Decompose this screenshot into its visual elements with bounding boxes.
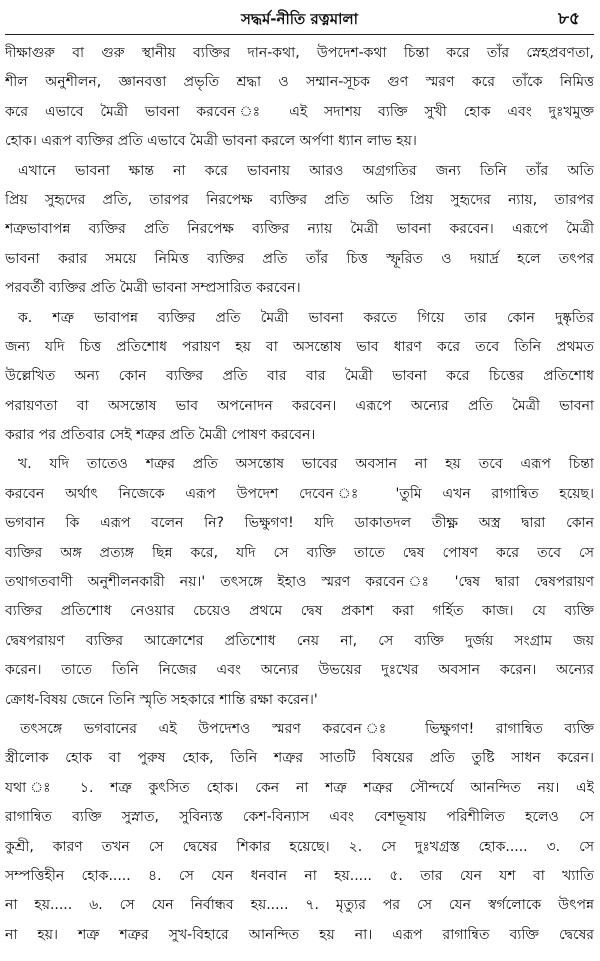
- page-number: ৮৫: [557, 9, 580, 29]
- text-line: দীক্ষাগুরু বা গুরু স্থানীয় ব্যক্তির দান-কথা, উপদেশ-কথা চিন্তা করে তাঁর স্নেহপ্রবণতা,: [5, 45, 594, 61]
- text-line: জন্য যদি চিত্ত প্রতিশোধ পরায়ণ হয় বা অসন্তোষ ভাব ধারণ করে তবে তিনি প্রথমত: [5, 338, 594, 355]
- paragraph: [5, 450, 594, 715]
- text-line: পরবর্তী ব্যক্তির প্রতি মৈত্রী ভাবনা সম্প্রসারিত করবেন।: [5, 280, 301, 297]
- text-line: দ্বেষপরায়ণ ব্যক্তির আক্রোশের প্রতিশোধ নেয় না, সে ব্যক্তি দুর্জয় সংগ্রাম জয়: [5, 632, 594, 649]
- text-line: ক. শত্রু ভাবাপন্ন ব্যক্তির প্রতি মৈত্রী ভাবনা করতে গিয়ে তার কোন দুষ্কৃতির: [18, 309, 594, 326]
- text-line: স্ত্রীলোক হোক বা পুরুষ হোক, তিনি শত্রুর সাতটি বিষয়ের প্রতি তুষ্টি সাধন করেন।: [5, 750, 594, 767]
- text-line: না হয়..... ৬. সে যেন নির্বান্ধব হয়..... ৭. মৃত্যুর পর সে যেন স্বর্গলোকে উৎপন্ন: [5, 897, 594, 914]
- text-line: করবেন অর্থাৎ নিজেকে এরূপ উপদেশ দেবেন ঃ 'তুমি এখন রাগান্বিত হয়েছ।: [5, 485, 594, 502]
- text-line: পরায়ণতা বা অসন্তোষ ভাব অপনোদন করবেন। এরূপে অন্যের প্রতি মৈত্রী ভাবনা: [5, 397, 594, 414]
- paragraph: [5, 715, 594, 950]
- text-line: ভাবনা করার সময়ে নিমিত্ত ব্যক্তির প্রতি তাঁর চিত্ত স্ফূরিত ও দয়ার্দ্র হলে তৎপর: [5, 250, 594, 267]
- paragraph: [5, 304, 594, 451]
- running-header: [5, 4, 594, 35]
- body-text: [5, 39, 594, 950]
- text-line: প্রিয় সুহৃদের প্রতি, তারপর নিরপেক্ষ ব্যক্তির প্রতি অতি প্রিয় সুহৃদের ন্যায়, তারপর: [5, 191, 594, 208]
- text-line: ক্রোধ-বিষয় জেনে তিনি স্মৃতি সহকারে শান্তি রক্ষা করেন।': [5, 691, 318, 708]
- text-line: করেন। তাতে তিনি নিজের এবং অন্যের উভয়ের দুঃখের অবসান করেন। অন্যের: [5, 662, 594, 679]
- text-line: তথাগতবাণী অনুশীলনকারী নয়।' তৎসঙ্গে ইহাও স্মরণ করবেন ঃ 'দ্বেষ দ্বারা দ্বেষপরায়ণ: [5, 574, 594, 591]
- text-line: করার পর প্রতিবার সেই শত্রুর প্রতি মৈত্রী পোষণ করবেন।: [5, 427, 316, 444]
- running-title: সদ্ধর্ম-নীতি রত্নমালা: [241, 10, 358, 28]
- text-line: ভগবান কি এরূপ বলেন নি? ভিক্ষুগণ! যদি ডাকাতদল তীক্ষ্ণ অস্ত্র দ্বারা কোন: [5, 515, 594, 532]
- text-line: তৎসঙ্গে ভগবানের এই উপদেশও স্মরণ করবেন ঃ ভিক্ষুগণ! রাগান্বিত ব্যক্তি: [20, 720, 594, 737]
- text-line: রাগান্বিত ব্যক্তি সুস্নাত, সুবিন্যস্ত কেশ-বিন্যাস এবং বেশভূষায় পরিশীলিত হলেও সে: [5, 809, 594, 826]
- text-line: কুশ্রী, কারণ তখন সে দ্বেষের শিকার হয়েছে। ২. সে দুঃখগ্রস্ত হোক..... ৩. সে: [5, 838, 594, 855]
- text-line: এখানে ভাবনা ক্ষান্ত না করে ভাবনায় আরও অগ্রগতির জন্য তিনি তাঁর অতি: [18, 162, 594, 179]
- text-line: করে এভাবে মৈত্রী ভাবনা করবেন ঃ এই সদাশয় ব্যক্তি সুখী হোক এবং দুঃখমুক্ত: [5, 103, 594, 120]
- text-line: খ. যদি তাতেও শত্রুর প্রতি অসন্তোষ ভাবের অবসান না হয় তবে এরূপ চিন্তা: [18, 456, 594, 473]
- text-line: না হয়। শত্রু শত্রুর সুখ-বিহারে আনন্দিত হয় না। এরূপ রাগান্বিত ব্যক্তি দ্বেষের: [5, 926, 594, 943]
- text-line: ব্যক্তির অঙ্গ প্রত্যঙ্গ ছিন্ন করে, যদি সে ব্যক্তি তাতে দ্বেষ পোষণ করে তবে সে: [5, 544, 594, 561]
- text-line: সম্পত্তিহীন হোক..... ৪. সে যেন ধনবান না হয়..... ৫. তার যেন যশ বা খ্যাতি: [5, 867, 594, 884]
- text-line: উল্লেখিত অন্য কোন ব্যক্তির প্রতি বার বার মৈত্রী ভাবনা করে চিত্তের প্রতিশোধ: [5, 368, 594, 385]
- text-line: হোক। এরূপ ব্যক্তির প্রতি এভাবে মৈত্রী ভাবনা করলে অর্পণা ধ্যান লাভ হয়।: [5, 133, 417, 150]
- paragraph: [5, 39, 594, 157]
- text-line: শীল অনুশীলন, জ্ঞানবত্তা প্রভৃতি শ্রদ্ধা ও সম্মান-সূচক গুণ স্মরণ করে তাঁকে নিমিত্ত: [5, 74, 594, 91]
- text-line: শত্রুভাবাপন্ন ব্যক্তির প্রতি নিরপেক্ষ ব্যক্তির ন্যায় মৈত্রী ভাবনা করবেন। এরূপে মৈত্রী: [5, 221, 594, 238]
- paragraph: [5, 157, 594, 304]
- text-line: যথা ঃ ১. শত্রু কুৎসিত হোক। কেন না শত্রু শত্রুর সৌন্দর্যে আনন্দিত নয়। এই: [5, 779, 594, 796]
- text-line: ব্যক্তির প্রতিশোধ নেওয়ার চেয়েও প্রথমে দ্বেষ প্রকাশ করা গর্হিত কাজ। যে ব্যক্তি: [5, 603, 594, 620]
